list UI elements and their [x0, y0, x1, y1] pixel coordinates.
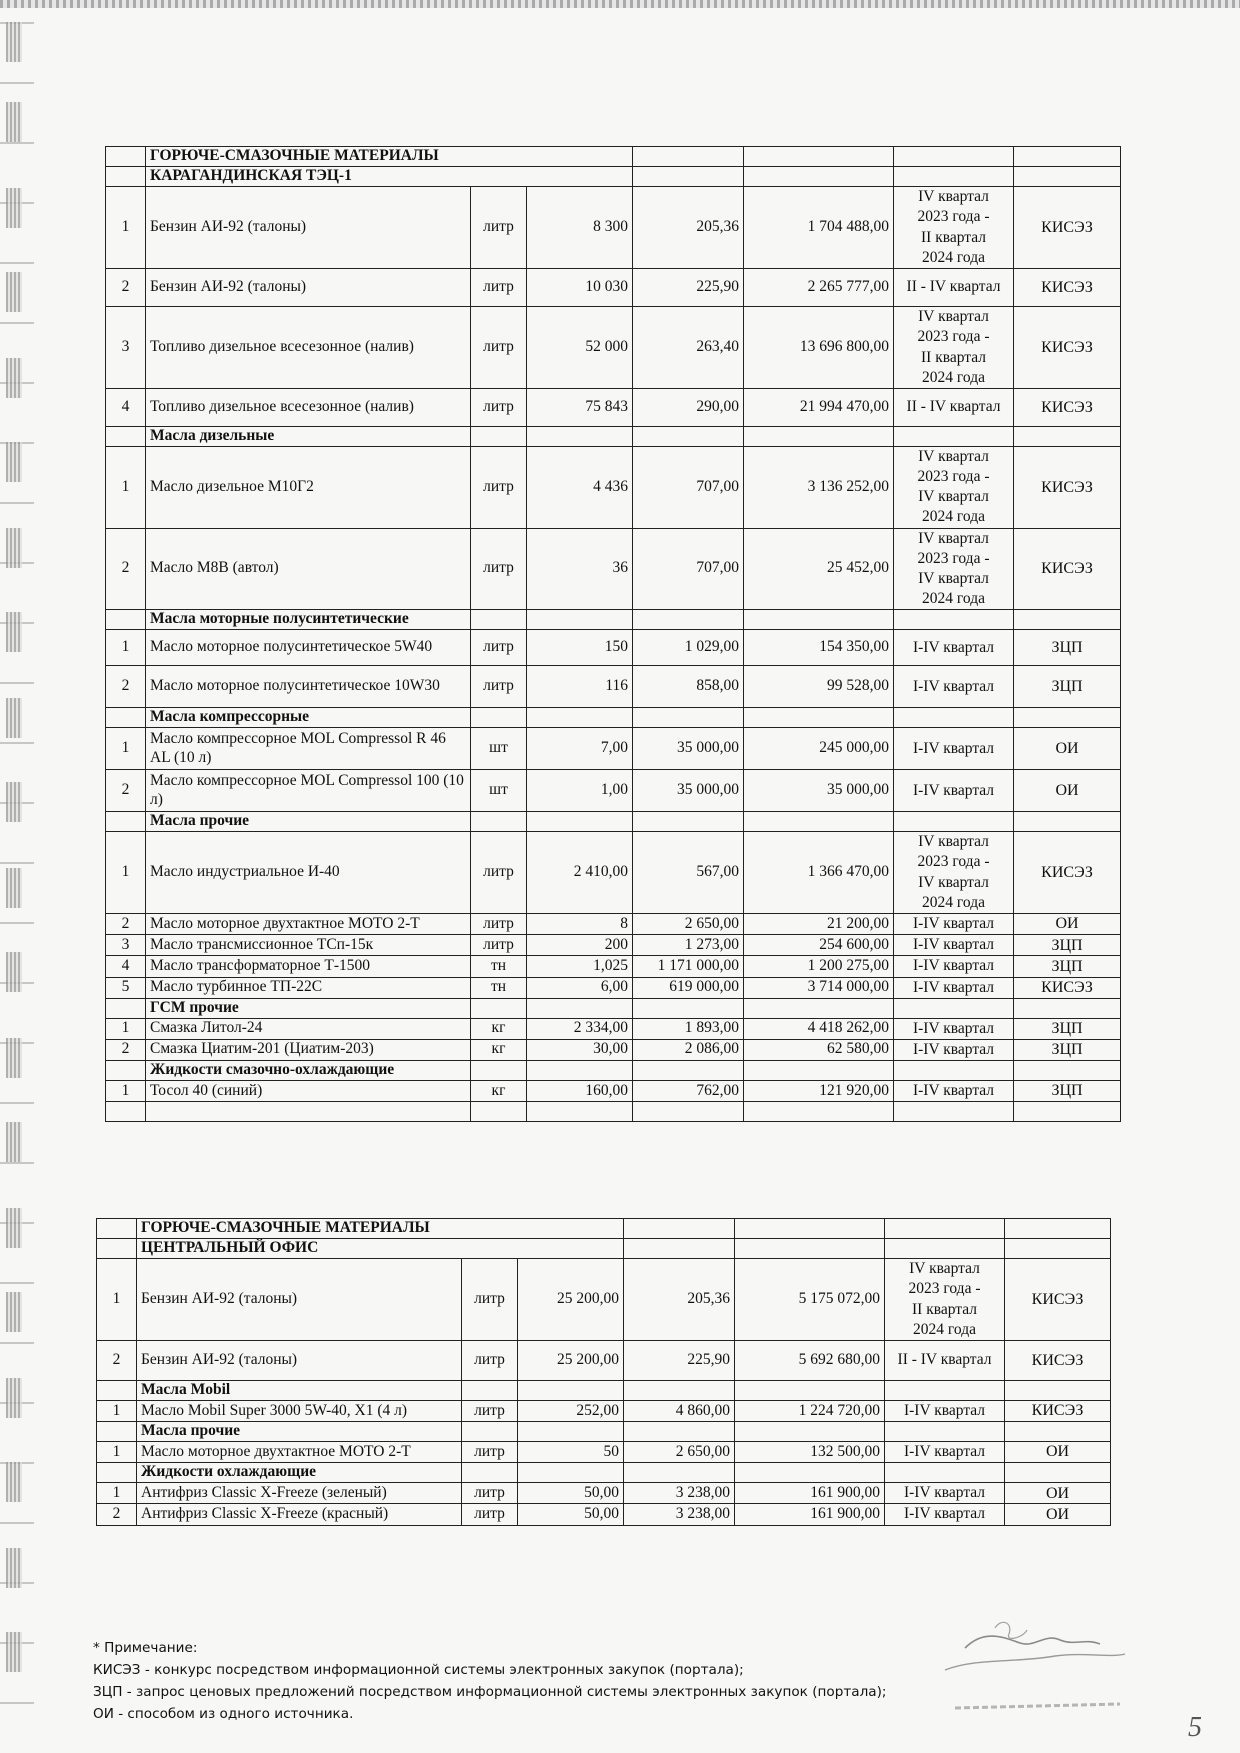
- group-title: Масла дизельные: [146, 427, 471, 447]
- signature-stamp: [935, 1608, 1135, 1718]
- period-line: II квартал: [912, 1300, 977, 1318]
- row-number: 2: [106, 666, 146, 708]
- period-line: 2023 года -: [917, 208, 990, 226]
- item-price: 619 000,00: [633, 977, 744, 998]
- period-line: I-IV квартал: [912, 1019, 995, 1037]
- item-quantity: 8: [527, 914, 633, 935]
- item-period: [885, 1442, 1005, 1463]
- procurement-method: ЗЦП: [1014, 1080, 1121, 1101]
- procurement-method: ЗЦП: [1014, 935, 1121, 956]
- item-price: 1 171 000,00: [633, 956, 744, 977]
- item-period: [894, 630, 1014, 666]
- item-period: [894, 1018, 1014, 1039]
- group-title: Жидкости охлаждающие: [137, 1463, 462, 1483]
- procurement-method: ОИ: [1005, 1504, 1111, 1525]
- item-unit: литр: [471, 914, 527, 935]
- item-period: [885, 1483, 1005, 1504]
- table-row: [106, 914, 1121, 935]
- item-quantity: 50: [518, 1442, 624, 1463]
- period-line: IV квартал: [918, 833, 989, 851]
- item-sum: 154 350,00: [744, 630, 894, 666]
- item-price: 3 238,00: [624, 1504, 735, 1525]
- item-name: Смазка Циатим-201 (Циатим-203): [146, 1039, 471, 1060]
- procurement-method: КИСЭЗ: [1014, 447, 1121, 529]
- row-number: 2: [97, 1341, 137, 1381]
- item-price: 205,36: [624, 1259, 735, 1341]
- procurement-method: ОИ: [1014, 728, 1121, 770]
- section-header-row: [97, 1219, 1111, 1239]
- procurement-method: КИСЭЗ: [1014, 187, 1121, 269]
- row-number: 4: [106, 389, 146, 427]
- item-period: [894, 956, 1014, 977]
- item-quantity: 1,00: [527, 770, 633, 812]
- item-sum: 3 136 252,00: [744, 447, 894, 529]
- item-name: Тосол 40 (синий): [146, 1080, 471, 1101]
- procurement-method: КИСЭЗ: [1014, 977, 1121, 998]
- item-name: Масло дизельное М10Г2: [146, 447, 471, 529]
- item-price: 3 238,00: [624, 1483, 735, 1504]
- table-row: [106, 832, 1121, 914]
- row-number: 2: [97, 1504, 137, 1525]
- period-line: 2023 года -: [917, 549, 990, 567]
- period-line: I-IV квартал: [912, 638, 995, 656]
- item-unit: литр: [471, 307, 527, 389]
- item-price: 1 893,00: [633, 1018, 744, 1039]
- row-number: 1: [106, 728, 146, 770]
- item-sum: 62 580,00: [744, 1039, 894, 1060]
- period-line: I-IV квартал: [912, 936, 995, 954]
- period-line: IV квартал: [918, 448, 989, 465]
- period-line: I-IV квартал: [912, 1040, 995, 1058]
- item-period: [894, 187, 1014, 269]
- item-period: [894, 977, 1014, 998]
- table-row: [106, 1039, 1121, 1060]
- item-unit: литр: [471, 832, 527, 914]
- period-line: II - IV квартал: [906, 398, 1001, 416]
- group-header-row: [97, 1381, 1111, 1401]
- period-line: 2024 года: [922, 508, 985, 526]
- procurement-method: КИСЭЗ: [1014, 528, 1121, 610]
- item-quantity: 52 000: [527, 307, 633, 389]
- item-sum: 25 452,00: [744, 528, 894, 610]
- row-number: 1: [106, 630, 146, 666]
- period-line: 2024 года: [922, 893, 985, 911]
- item-quantity: 50,00: [518, 1504, 624, 1525]
- row-number: 3: [106, 307, 146, 389]
- row-number: 2: [106, 914, 146, 935]
- period-line: IV квартал: [918, 488, 989, 506]
- item-unit: литр: [462, 1504, 518, 1525]
- item-name: Масло моторное двухтактное МОТО 2-Т: [137, 1442, 462, 1463]
- item-sum: 121 920,00: [744, 1080, 894, 1101]
- procurement-method: ОИ: [1005, 1483, 1111, 1504]
- table-row: [106, 187, 1121, 269]
- item-quantity: 1,025: [527, 956, 633, 977]
- period-line: II - IV квартал: [897, 1351, 992, 1369]
- section-subtitle: КАРАГАНДИНСКАЯ ТЭЦ-1: [146, 167, 633, 187]
- section-title: ГОРЮЧЕ-СМАЗОЧНЫЕ МАТЕРИАЛЫ: [146, 147, 633, 167]
- note-zcp: ЗЦП - запрос ценовых предложений посредством информационной системы электронных закупок (портала);: [93, 1684, 887, 1700]
- period-line: IV квартал: [918, 569, 989, 587]
- item-unit: литр: [471, 447, 527, 529]
- row-number: 1: [97, 1442, 137, 1463]
- item-price: 2 086,00: [633, 1039, 744, 1060]
- table-row: [106, 728, 1121, 770]
- item-unit: литр: [462, 1259, 518, 1341]
- item-sum: 21 200,00: [744, 914, 894, 935]
- procurement-method: КИСЭЗ: [1005, 1259, 1111, 1341]
- item-period: [894, 447, 1014, 529]
- table-row: [106, 528, 1121, 610]
- item-sum: 4 418 262,00: [744, 1018, 894, 1039]
- item-quantity: 252,00: [518, 1401, 624, 1422]
- procurement-table-karaganda: [105, 146, 1121, 1122]
- item-quantity: 7,00: [527, 728, 633, 770]
- table-row: [106, 307, 1121, 389]
- item-quantity: 75 843: [527, 389, 633, 427]
- item-name: Масло компрессорное MOL Compressol 100 (10 л): [146, 770, 471, 812]
- period-line: I-IV квартал: [903, 1484, 986, 1502]
- item-sum: 132 500,00: [735, 1442, 885, 1463]
- item-sum: 5 692 680,00: [735, 1341, 885, 1381]
- group-header-row: [106, 1060, 1121, 1080]
- notes-title: * Примечание:: [93, 1640, 198, 1656]
- procurement-method: ЗЦП: [1014, 956, 1121, 977]
- notes-block: [93, 1637, 887, 1725]
- item-unit: литр: [471, 389, 527, 427]
- group-header-row: [97, 1463, 1111, 1483]
- item-unit: литр: [471, 666, 527, 708]
- table-row: [106, 389, 1121, 427]
- item-unit: кг: [471, 1080, 527, 1101]
- item-name: Смазка Литол-24: [146, 1018, 471, 1039]
- period-line: I-IV квартал: [903, 1505, 986, 1523]
- item-period: [894, 914, 1014, 935]
- group-header-row: [106, 998, 1121, 1018]
- item-name: Масло Mobil Super 3000 5W-40, X1 (4 л): [137, 1401, 462, 1422]
- item-name: Масло М8В (автол): [146, 528, 471, 610]
- row-number: 1: [106, 187, 146, 269]
- item-quantity: 6,00: [527, 977, 633, 998]
- procurement-method: ЗЦП: [1014, 630, 1121, 666]
- period-line: I-IV квартал: [903, 1402, 986, 1419]
- item-unit: литр: [471, 187, 527, 269]
- item-name: Масло моторное полусинтетическое 10W30: [146, 666, 471, 708]
- table-row: [97, 1341, 1111, 1381]
- item-price: 2 650,00: [633, 914, 744, 935]
- item-name: Топливо дизельное всесезонное (налив): [146, 307, 471, 389]
- item-period: [885, 1259, 1005, 1341]
- item-sum: 1 366 470,00: [744, 832, 894, 914]
- item-quantity: 150: [527, 630, 633, 666]
- item-price: 4 860,00: [624, 1401, 735, 1422]
- procurement-method: ОИ: [1014, 914, 1121, 935]
- item-name: Антифриз Classic X-Freeze (красный): [137, 1504, 462, 1525]
- period-line: 2023 года -: [917, 328, 990, 346]
- item-sum: 5 175 072,00: [735, 1259, 885, 1341]
- item-period: [885, 1341, 1005, 1381]
- section-title: ГОРЮЧЕ-СМАЗОЧНЫЕ МАТЕРИАЛЫ: [137, 1219, 624, 1239]
- item-name: Бензин АИ-92 (талоны): [146, 269, 471, 307]
- item-quantity: 2 410,00: [527, 832, 633, 914]
- period-line: IV квартал: [918, 529, 989, 547]
- procurement-method: КИСЭЗ: [1005, 1341, 1111, 1381]
- section-subtitle: ЦЕНТРАЛЬНЫЙ ОФИС: [137, 1239, 624, 1259]
- item-quantity: 25 200,00: [518, 1259, 624, 1341]
- item-period: [894, 666, 1014, 708]
- group-title: Масла прочие: [146, 812, 471, 832]
- item-sum: 254 600,00: [744, 935, 894, 956]
- item-unit: литр: [471, 935, 527, 956]
- item-name: Бензин АИ-92 (талоны): [146, 187, 471, 269]
- table-row: [106, 666, 1121, 708]
- item-price: 263,40: [633, 307, 744, 389]
- group-header-row: [106, 427, 1121, 447]
- item-price: 707,00: [633, 447, 744, 529]
- period-line: I-IV квартал: [912, 915, 995, 933]
- item-sum: 161 900,00: [735, 1504, 885, 1525]
- item-period: [894, 528, 1014, 610]
- item-quantity: 30,00: [527, 1039, 633, 1060]
- table-row: [97, 1442, 1111, 1463]
- table-row: [106, 1080, 1121, 1101]
- row-number: 5: [106, 977, 146, 998]
- table-row: [106, 935, 1121, 956]
- item-unit: литр: [471, 630, 527, 666]
- period-line: 2024 года: [922, 589, 985, 607]
- period-line: IV квартал: [918, 308, 989, 326]
- item-price: 1 273,00: [633, 935, 744, 956]
- table-row: [106, 630, 1121, 666]
- period-line: II - IV квартал: [906, 278, 1001, 296]
- period-line: 2023 года -: [917, 853, 990, 871]
- item-name: Масло индустриальное И-40: [146, 832, 471, 914]
- page-number: 5: [1188, 1712, 1202, 1743]
- item-price: 567,00: [633, 832, 744, 914]
- item-quantity: 36: [527, 528, 633, 610]
- period-line: I-IV квартал: [912, 1081, 995, 1099]
- period-line: I-IV квартал: [912, 739, 995, 757]
- item-price: 762,00: [633, 1080, 744, 1101]
- row-number: 2: [106, 1039, 146, 1060]
- item-period: [894, 269, 1014, 307]
- item-price: 35 000,00: [633, 770, 744, 812]
- item-quantity: 116: [527, 666, 633, 708]
- item-unit: литр: [471, 269, 527, 307]
- item-name: Масло трансформаторное Т-1500: [146, 956, 471, 977]
- table-row: [97, 1504, 1111, 1525]
- table-row: [106, 770, 1121, 812]
- procurement-table-central-office: [96, 1218, 1111, 1526]
- item-name: Бензин АИ-92 (талоны): [137, 1341, 462, 1381]
- group-title: Масла моторные полусинтетические: [146, 610, 471, 630]
- group-title: Жидкости смазочно-охлаждающие: [146, 1060, 471, 1080]
- item-quantity: 4 436: [527, 447, 633, 529]
- group-header-row: [97, 1422, 1111, 1442]
- group-header-row: [106, 610, 1121, 630]
- row-number: 1: [106, 447, 146, 529]
- period-line: 2024 года: [913, 1320, 976, 1338]
- period-line: 2023 года -: [917, 468, 990, 486]
- item-price: 205,36: [633, 187, 744, 269]
- item-period: [885, 1504, 1005, 1525]
- row-number: 2: [106, 269, 146, 307]
- period-line: 2023 года -: [908, 1280, 981, 1298]
- procurement-method: ОИ: [1005, 1442, 1111, 1463]
- item-sum: 13 696 800,00: [744, 307, 894, 389]
- item-period: [894, 1039, 1014, 1060]
- item-quantity: 2 334,00: [527, 1018, 633, 1039]
- item-unit: кг: [471, 1039, 527, 1060]
- item-sum: 1 200 275,00: [744, 956, 894, 977]
- procurement-method: КИСЭЗ: [1014, 269, 1121, 307]
- item-unit: шт: [471, 770, 527, 812]
- period-line: II квартал: [921, 228, 986, 246]
- period-line: I-IV квартал: [912, 978, 995, 996]
- item-price: 707,00: [633, 528, 744, 610]
- row-number: 1: [106, 1080, 146, 1101]
- item-quantity: 25 200,00: [518, 1341, 624, 1381]
- row-number: 1: [106, 832, 146, 914]
- item-quantity: 50,00: [518, 1483, 624, 1504]
- procurement-method: КИСЭЗ: [1014, 832, 1121, 914]
- item-period: [894, 307, 1014, 389]
- table-row: [106, 269, 1121, 307]
- item-sum: 35 000,00: [744, 770, 894, 812]
- item-quantity: 200: [527, 935, 633, 956]
- period-line: IV квартал: [918, 188, 989, 206]
- procurement-method: ЗЦП: [1014, 1018, 1121, 1039]
- group-title: ГСМ прочие: [146, 998, 471, 1018]
- table-row: [106, 447, 1121, 529]
- item-unit: тн: [471, 956, 527, 977]
- item-name: Масло турбинное ТП-22С: [146, 977, 471, 998]
- item-price: 35 000,00: [633, 728, 744, 770]
- row-number: 2: [106, 528, 146, 610]
- section-header-row: [97, 1239, 1111, 1259]
- item-name: Бензин АИ-92 (талоны): [137, 1259, 462, 1341]
- table-row: [97, 1483, 1111, 1504]
- group-title: Масла прочие: [137, 1422, 462, 1442]
- procurement-method: КИСЭЗ: [1014, 389, 1121, 427]
- period-line: I-IV квартал: [912, 957, 995, 975]
- period-line: I-IV квартал: [912, 781, 995, 799]
- table-row: [106, 956, 1121, 977]
- item-quantity: 10 030: [527, 269, 633, 307]
- item-price: 225,90: [624, 1341, 735, 1381]
- item-period: [894, 832, 1014, 914]
- row-number: 4: [106, 956, 146, 977]
- item-unit: литр: [462, 1442, 518, 1463]
- item-sum: 1 224 720,00: [735, 1401, 885, 1422]
- item-name: Масло моторное полусинтетическое 5W40: [146, 630, 471, 666]
- item-sum: 21 994 470,00: [744, 389, 894, 427]
- period-line: I-IV квартал: [903, 1443, 986, 1461]
- table-row: [97, 1259, 1111, 1341]
- period-line: II квартал: [921, 348, 986, 366]
- procurement-method: ЗЦП: [1014, 666, 1121, 708]
- period-line: I-IV квартал: [912, 677, 995, 695]
- item-price: 2 650,00: [624, 1442, 735, 1463]
- item-name: Масло компрессорное MOL Compressol R 46 AL (10 л): [146, 728, 471, 770]
- row-number: 1: [97, 1483, 137, 1504]
- item-unit: кг: [471, 1018, 527, 1039]
- item-period: [894, 1080, 1014, 1101]
- item-sum: 161 900,00: [735, 1483, 885, 1504]
- item-sum: 1 704 488,00: [744, 187, 894, 269]
- item-unit: литр: [462, 1401, 518, 1422]
- item-price: 290,00: [633, 389, 744, 427]
- item-price: 858,00: [633, 666, 744, 708]
- section-header-row: [106, 147, 1121, 167]
- item-sum: 3 714 000,00: [744, 977, 894, 998]
- group-header-row: [106, 708, 1121, 728]
- item-period: [894, 770, 1014, 812]
- item-name: Масло моторное двухтактное МОТО 2-Т: [146, 914, 471, 935]
- table-row: [106, 977, 1121, 998]
- section-header-row: [106, 167, 1121, 187]
- item-unit: шт: [471, 728, 527, 770]
- row-number: 1: [106, 1018, 146, 1039]
- empty-row: [106, 1102, 1121, 1122]
- procurement-method: ОИ: [1014, 770, 1121, 812]
- period-line: 2024 года: [922, 368, 985, 386]
- item-unit: литр: [462, 1341, 518, 1381]
- item-name: Антифриз Classic X-Freeze (зелeный): [137, 1483, 462, 1504]
- item-price: 225,90: [633, 269, 744, 307]
- row-number: 1: [97, 1401, 137, 1422]
- scan-top-edge: [0, 0, 1240, 8]
- item-unit: литр: [471, 528, 527, 610]
- row-number: 3: [106, 935, 146, 956]
- row-number: 2: [106, 770, 146, 812]
- item-period: [894, 728, 1014, 770]
- procurement-method: ЗЦП: [1014, 1039, 1121, 1060]
- period-line: IV квартал: [918, 873, 989, 891]
- item-sum: 99 528,00: [744, 666, 894, 708]
- group-title: Масла компрессорные: [146, 708, 471, 728]
- table-row: [97, 1401, 1111, 1422]
- period-line: IV квартал: [909, 1260, 980, 1278]
- item-period: [894, 389, 1014, 427]
- item-name: Масло трансмиссионное ТСп-15к: [146, 935, 471, 956]
- procurement-method: КИСЭЗ: [1014, 307, 1121, 389]
- item-sum: 245 000,00: [744, 728, 894, 770]
- item-unit: литр: [462, 1483, 518, 1504]
- item-price: 1 029,00: [633, 630, 744, 666]
- procurement-method: КИСЭЗ: [1005, 1401, 1111, 1422]
- item-quantity: 8 300: [527, 187, 633, 269]
- item-sum: 2 265 777,00: [744, 269, 894, 307]
- note-oi: ОИ - способом из одного источника.: [93, 1706, 354, 1722]
- group-title: Масла Mobil: [137, 1381, 462, 1401]
- item-period: [885, 1401, 1005, 1422]
- item-unit: тн: [471, 977, 527, 998]
- period-line: 2024 года: [922, 248, 985, 266]
- group-header-row: [106, 812, 1121, 832]
- note-kisez: КИСЭЗ - конкурс посредством информационной системы электронных закупок (портала);: [93, 1662, 744, 1678]
- item-period: [894, 935, 1014, 956]
- item-quantity: 160,00: [527, 1080, 633, 1101]
- binding-edge: [0, 0, 34, 1753]
- table-row: [106, 1018, 1121, 1039]
- item-name: Топливо дизельное всесезонное (налив): [146, 389, 471, 427]
- row-number: 1: [97, 1259, 137, 1341]
